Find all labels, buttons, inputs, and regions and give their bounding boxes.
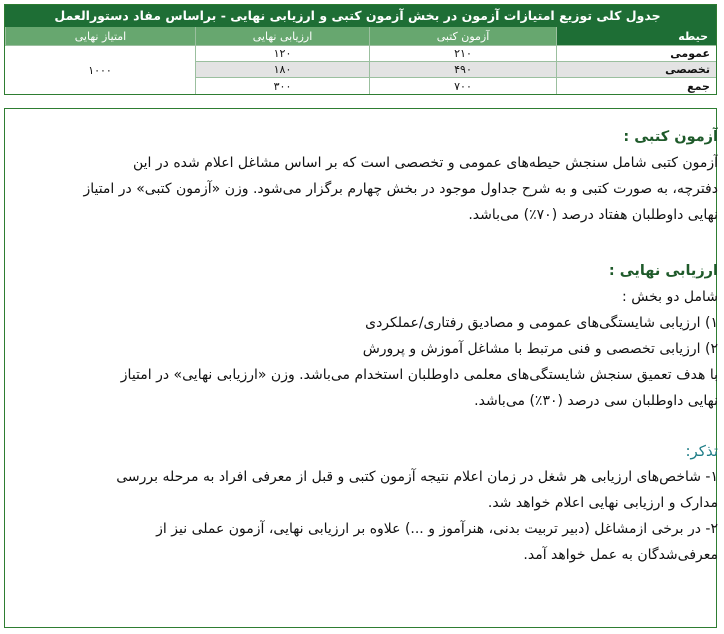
- final-eval-line-2: ۱) ارزیابی شایستگی‌های عمومی و مصادیق رفتاری/عملکردی: [365, 315, 718, 331]
- row-label-specialized: تخصصی: [556, 62, 716, 78]
- note-line-1: ۱- شاخص‌های ارزیابی هر شغل در زمان اعلام نتیجه آزمون کتبی و قبل از معرفی افراد به مرحله بررسی: [116, 469, 718, 485]
- cell-written-general: ۲۱۰: [369, 46, 556, 62]
- header-total: امتیاز نهایی: [5, 27, 195, 46]
- final-eval-line-3: ۲) ارزیابی تخصصی و فنی مرتبط با مشاغل آموزش و پرورش: [362, 341, 718, 357]
- written-exam-line-2: دفترچه، به صورت کتبی و به شرح جداول موجود در بخش چهارم برگزار می‌شود. وزن «آزمون کتبی» در امتیاز: [83, 181, 718, 197]
- note-line-2: مدارک و ارزیابی نهایی اعلام خواهد شد.: [487, 495, 718, 511]
- written-exam-line-1: آزمون کتبی شامل سنجش حیطه‌های عمومی و تخصصی است که بر اساس مشاغل اعلام شده در این: [133, 155, 718, 171]
- cell-written-sum: ۷۰۰: [369, 78, 556, 94]
- header-written: آزمون کتبی: [369, 27, 556, 46]
- cell-final-specialized: ۱۸۰: [195, 62, 369, 78]
- row-label-sum: جمع: [556, 78, 716, 94]
- written-exam-heading: آزمون کتبی :: [623, 129, 718, 145]
- header-final: ارزیابی نهایی: [195, 27, 369, 46]
- final-eval-line-5: نهایی داوطلبان سی درصد (۳۰٪) می‌باشد.: [474, 393, 718, 409]
- notes-heading: تذکر:: [685, 442, 718, 460]
- final-eval-line-4: با هدف تعمیق سنجش شایستگی‌های معلمی داوطلبان استخدام می‌باشد. وزن «ارزیابی نهایی» در امتیاز: [120, 367, 718, 383]
- header-domain: حیطه: [556, 27, 716, 46]
- final-eval-line-1: شامل دو بخش :: [622, 289, 718, 305]
- written-exam-line-3: نهایی داوطلبان هفتاد درصد (۷۰٪) می‌باشد.: [468, 207, 718, 223]
- cell-final-sum: ۳۰۰: [195, 78, 369, 94]
- row-label-general: عمومی: [556, 46, 716, 62]
- table-title: جدول کلی توزیع امتیازات آزمون در بخش آزمون کتبی و ارزیابی نهایی - براساس مفاد دستورالعمل: [5, 5, 716, 27]
- cell-final-general: ۱۲۰: [195, 46, 369, 62]
- cell-total-score: ۱۰۰۰: [88, 63, 112, 77]
- final-eval-heading: ارزیابی نهایی :: [608, 263, 718, 279]
- note-line-3: ۲- در برخی ازمشاغل (دبیر تربیت بدنی، هنرآموز و ...) علاوه بر ارزیابی نهایی، آزمون عملی نیز از: [156, 521, 718, 537]
- note-line-4: معرفی‌شدگان به عمل خواهد آمد.: [523, 547, 718, 563]
- score-distribution-table: [4, 4, 717, 95]
- cell-written-specialized: ۴۹۰: [369, 62, 556, 78]
